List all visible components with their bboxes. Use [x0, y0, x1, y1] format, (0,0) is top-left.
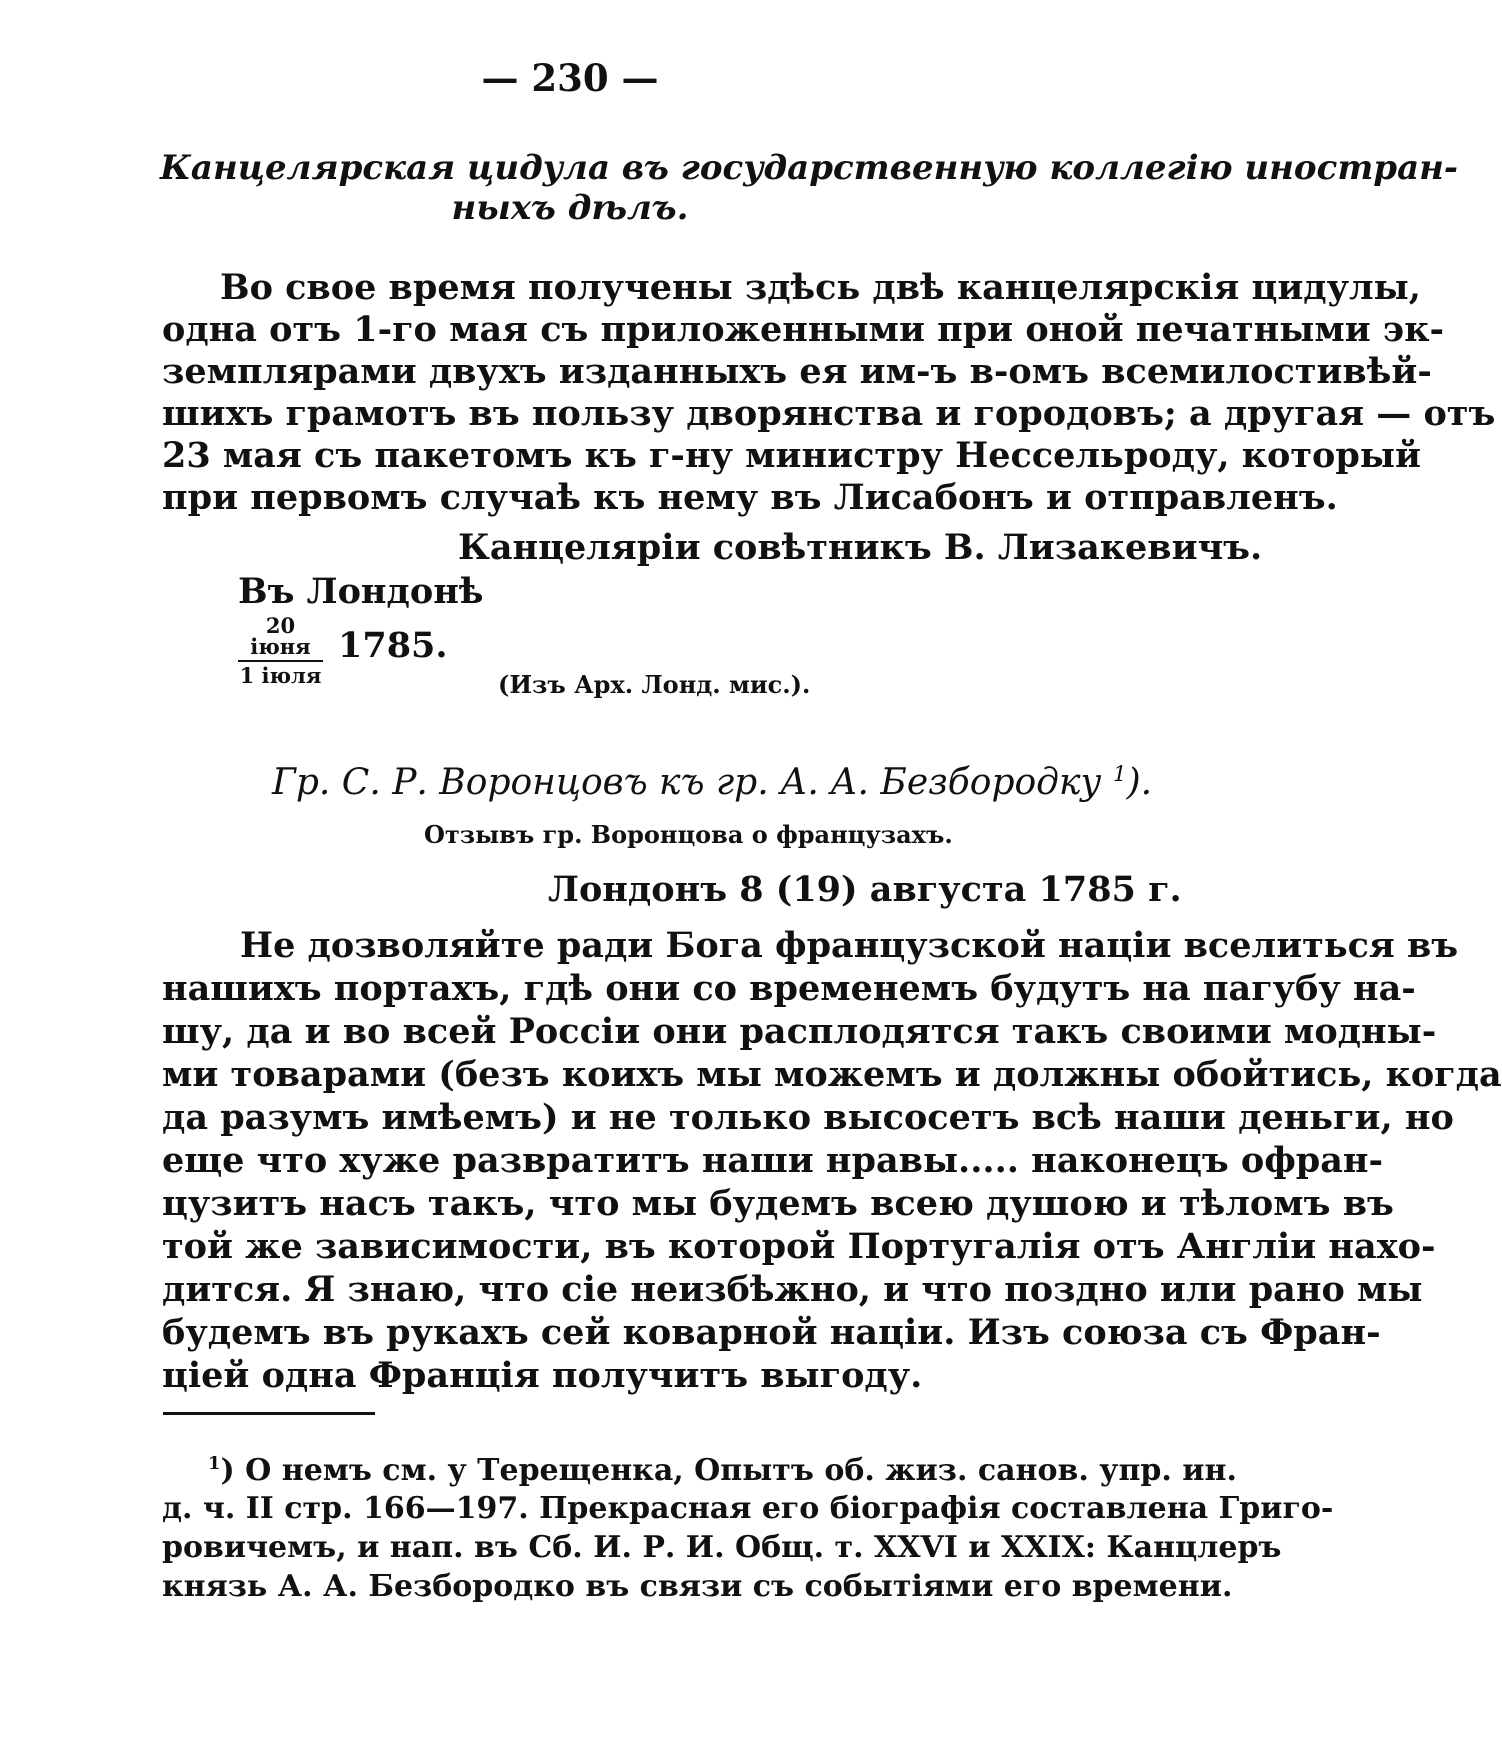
footnote-rule: [163, 1412, 375, 1415]
date-fraction-top: 20 іюня: [250, 613, 311, 659]
place: Въ Лондонѣ: [238, 571, 484, 612]
section2-subheading: Отзывъ гр. Воронцова о французахъ.: [424, 820, 953, 849]
section2-body-line: ціей одна Франція получитъ выгоду.: [162, 1355, 923, 1396]
page-number: — 230 —: [481, 56, 659, 100]
section2-body-line: Не дозволяйте ради Бога французской націи вселиться въ: [240, 925, 1459, 966]
section1-heading-line-1: Канцелярская цидула въ государственную коллегію иностран-: [160, 148, 1458, 188]
source-note: (Изъ Арх. Лонд. мис.).: [498, 670, 811, 699]
section2-body-line: шу, да и во всей Россіи они расплодятся такъ своими модны-: [162, 1011, 1437, 1052]
signature: Канцеляріи совѣтникъ В. Лизакевичъ.: [458, 527, 1263, 568]
section2-body-line: той же зависимости, въ которой Португалія отъ Англіи нахо-: [162, 1226, 1436, 1267]
footnote-line: князь А. А. Безбородко въ связи съ событіями его времени.: [162, 1569, 1233, 1604]
section2-heading: [272, 762, 1152, 803]
section1-body-line: при первомъ случаѣ къ нему въ Лисабонъ и отправленъ.: [162, 477, 1338, 518]
section2-body-line: нашихъ портахъ, гдѣ они со временемъ будутъ на пагубу на-: [162, 968, 1416, 1009]
section2-heading-tail: ).: [1126, 762, 1153, 803]
date-fraction-bottom: 1 іюля: [239, 663, 322, 688]
footnote-mark: 1: [208, 1453, 221, 1474]
year: 1785.: [338, 625, 448, 666]
section2-body-line: ми товарами (безъ коихъ мы можемъ и должны обойтись, когда: [162, 1054, 1502, 1095]
fraction-bar: [238, 660, 323, 662]
footnote-text: ) О немъ см. у Терещенка, Опытъ об. жиз. санов. упр. ин.: [220, 1453, 1237, 1488]
section1-heading-line-2: ныхъ дѣлъ.: [451, 188, 689, 228]
section1-body-line: одна отъ 1-го мая съ приложенными при оной печатными эк-: [162, 309, 1445, 350]
footnote-line: [208, 1453, 1237, 1488]
section1-body-line: 23 мая съ пакетомъ къ г-ну министру Нессельроду, который: [162, 435, 1421, 476]
section1-body-line: земплярами двухъ изданныхъ ея им-ъ в-омъ всемилостивѣй-: [162, 351, 1432, 392]
section2-body-line: будемъ въ рукахъ сей коварной націи. Изъ союза съ Фран-: [162, 1312, 1381, 1353]
section1-body-line: Во свое время получены здѣсь двѣ канцелярскія цидулы,: [220, 267, 1421, 308]
section1-body-line: шихъ грамотъ въ пользу дворянства и городовъ; а другая — отъ: [162, 393, 1496, 434]
section2-body-line: да разумъ имѣемъ) и не только высосетъ всѣ наши деньги, но: [162, 1097, 1454, 1138]
date-fraction: [238, 615, 323, 686]
footnote-line: д. ч. II стр. 166—197. Прекрасная его біографія составлена Григо-: [162, 1491, 1334, 1526]
section2-body-line: цузитъ насъ такъ, что мы будемъ всею душою и тѣломъ въ: [162, 1183, 1394, 1224]
footnote-line: ровичемъ, и нап. въ Сб. И. Р. И. Общ. т. XXVI и XXIX: Канцлеръ: [162, 1530, 1282, 1565]
dateline: Лондонъ 8 (19) августа 1785 г.: [548, 869, 1182, 910]
section2-body-line: еще что хуже развратитъ наши нравы..... наконецъ офран-: [162, 1140, 1384, 1181]
footnote-ref: 1: [1112, 762, 1127, 787]
section2-body-line: дится. Я знаю, что сіе неизбѣжно, и что поздно или рано мы: [162, 1269, 1423, 1310]
section2-heading-text: Гр. С. Р. Воронцовъ къ гр. А. А. Безбородку: [272, 762, 1102, 803]
